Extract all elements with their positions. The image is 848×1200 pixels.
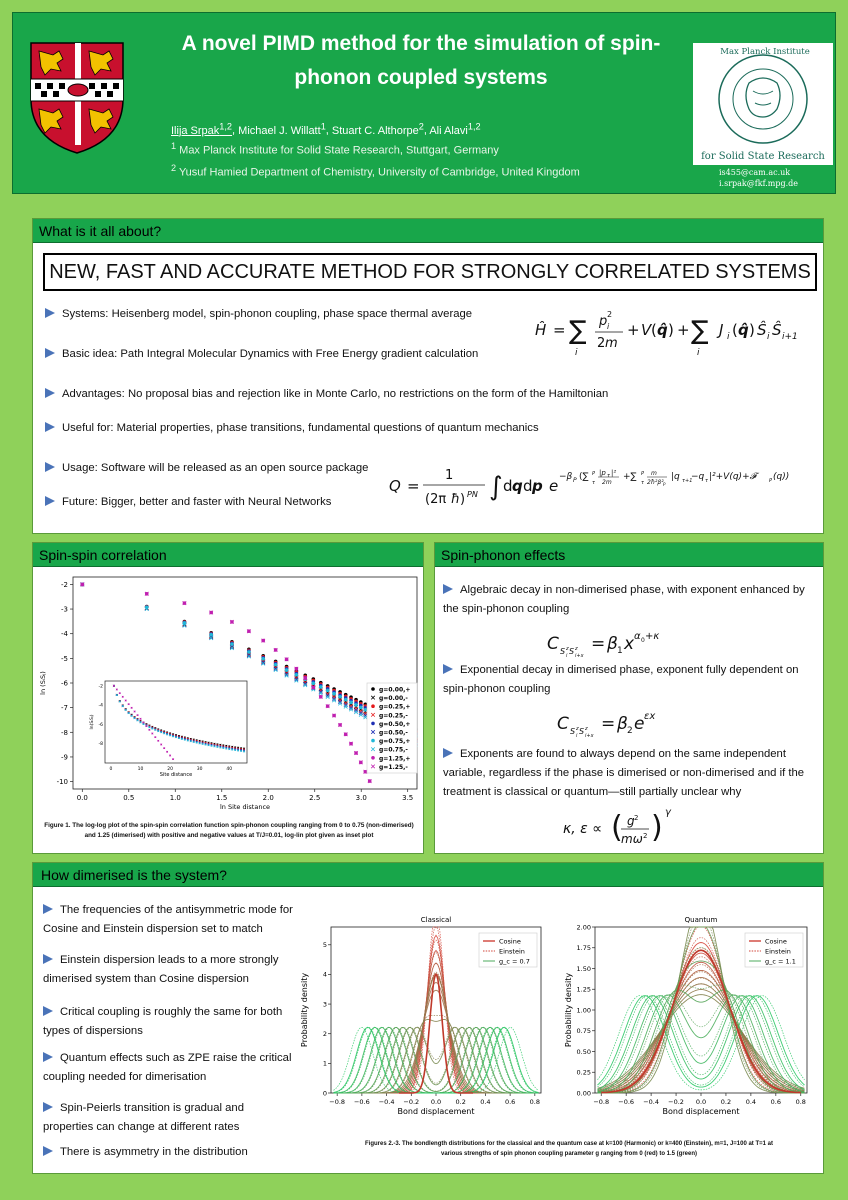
- x-axis-label: Bond displacement: [397, 1107, 475, 1116]
- spin-spin-chart: [35, 571, 423, 817]
- data-point: [359, 706, 363, 710]
- svg-text:P: P: [663, 482, 666, 487]
- bullet-arrow-icon: [43, 954, 53, 964]
- svg-text:γ: γ: [665, 807, 671, 818]
- y-tick-label: 1.75: [576, 944, 591, 953]
- y-tick-label: 0.25: [576, 1068, 591, 1077]
- inset-y-tick-label: -4: [98, 703, 103, 709]
- about-panel: [32, 218, 824, 534]
- data-point: [209, 633, 213, 637]
- svg-text:): ): [749, 321, 755, 339]
- svg-text:(∑: (∑: [579, 472, 589, 482]
- svg-text:P: P: [592, 471, 596, 477]
- legend-label: g=0.00,-: [379, 695, 408, 703]
- svg-text:2: 2: [597, 336, 606, 351]
- author-4: Ali Alavi$^{1,2}$: [429, 121, 481, 137]
- x-tick-label: −0.2: [668, 1098, 684, 1106]
- x-tick-label: 0.6: [770, 1098, 781, 1106]
- data-point: [371, 722, 375, 726]
- svg-text:β: β: [617, 714, 628, 734]
- y-tick-label: -3: [61, 605, 68, 614]
- legend-label: g_c = 1.1: [765, 957, 796, 966]
- y-tick-label: 0.75: [576, 1027, 591, 1036]
- data-point: [371, 687, 375, 691]
- spin-phonon-bullet-2: Exponential decay in dimerised phase, exponent fully dependent on spin-phonon coupling: [443, 664, 799, 695]
- x-tick-label: 1.0: [169, 794, 181, 802]
- svg-text:m: m: [605, 336, 618, 351]
- svg-text:(: (: [732, 321, 738, 339]
- dimer-bullet-3: Critical coupling is roughly the same for both types of dispersions: [43, 1006, 283, 1037]
- svg-text:e: e: [549, 477, 559, 495]
- svg-text:m: m: [651, 470, 657, 477]
- bullet-arrow-icon: [43, 1146, 53, 1156]
- svg-text:x: x: [624, 634, 635, 654]
- spin-spin-caption-line1: Figure 1. The log-log plot of the spin-spin correlation function spin-phonon coupling ranging from 0 to 0.75 (non-dimerised): [44, 822, 414, 829]
- x-tick-label: 3.5: [402, 794, 414, 802]
- bullet-arrow-icon: [45, 308, 55, 318]
- cambridge-crest-icon: [27, 39, 127, 157]
- svg-text:z: z: [566, 646, 569, 652]
- data-point: [247, 650, 251, 654]
- legend-marker: [371, 704, 375, 708]
- author-list: Ilija Srpak$^{1,2}$, Michael J. Willatt$^1$, Stuart C. Althorpe$^2$, Ali Alavi$^{1,2}$: [171, 121, 481, 137]
- about-bullet-1: Systems: Heisenberg model, spin-phonon coupling, phase space thermal average: [45, 305, 472, 324]
- affiliation-2: $^2$ Yusuf Hamied Department of Chemistry, University of Cambridge, United Kingdom: [171, 163, 580, 179]
- dimer-bullet-4: Quantum effects such as ZPE raise the critical coupling needed for dimerisation: [43, 1052, 292, 1083]
- x-tick-label: 0.4: [480, 1098, 491, 1106]
- legend-marker: [371, 722, 375, 726]
- y-tick-label: -4: [61, 630, 68, 639]
- dimer-caption: [319, 1139, 819, 1159]
- svg-text:Ŝ: Ŝ: [772, 321, 782, 339]
- inset-y-tick-label: -6: [98, 722, 103, 728]
- svg-text:=: =: [601, 714, 616, 734]
- data-point: [285, 668, 289, 672]
- data-point: [354, 703, 358, 707]
- legend-label: g=0.00,+: [379, 686, 411, 694]
- y-tick-label: 5: [322, 941, 327, 950]
- svg-text:ħ: ħ: [451, 492, 461, 507]
- svg-text:C: C: [557, 714, 569, 734]
- svg-text:p: p: [532, 477, 543, 495]
- svg-text:): ): [668, 321, 674, 339]
- inset-y-tick-label: -2: [98, 684, 103, 690]
- legend-label: Einstein: [765, 947, 791, 956]
- inset-x-tick-label: 40: [226, 767, 233, 772]
- svg-text:τ: τ: [607, 473, 611, 479]
- dimer-caption-line1: Figures 2.-3. The bondlength distributions for the classical and the quantum case at k=100 (Harmonic) or k=400 (Einstein), m=1, J=100 at T=1 at: [365, 1141, 773, 1147]
- bullet-arrow-icon: [45, 462, 55, 472]
- legend-label: g=0.50,+: [379, 720, 411, 728]
- svg-text:−q: −q: [691, 472, 705, 482]
- dimer-bullet-6: There is asymmetry in the distribution: [43, 1143, 313, 1162]
- data-point: [274, 663, 278, 667]
- chart-title: Classical: [420, 916, 452, 924]
- x-tick-label: −0.2: [403, 1098, 420, 1106]
- bullet-arrow-icon: [443, 584, 453, 594]
- spin-spin-caption: [41, 821, 417, 841]
- svg-text:Ĥ: Ĥ: [535, 321, 547, 339]
- svg-text:=: =: [553, 321, 566, 339]
- about-bullet-3: Advantages: No proposal bias and rejection like in Monte Carlo, no restrictions on the form of the Hamiltonian: [45, 385, 608, 404]
- legend-label: Cosine: [499, 937, 521, 946]
- inset-frame: [105, 681, 247, 763]
- y-tick-label: 1.25: [576, 985, 591, 994]
- y-tick-label: -5: [61, 654, 68, 663]
- bullet-arrow-icon: [45, 496, 55, 506]
- svg-text:2: 2: [607, 310, 613, 319]
- legend-label: g=0.50,-: [379, 729, 408, 737]
- poster-title: A novel PIMD method for the simulation of spin-phonon coupled systems: [181, 32, 661, 89]
- svg-text:1: 1: [445, 468, 454, 483]
- data-point: [326, 689, 330, 693]
- x-tick-label: −0.6: [353, 1098, 370, 1106]
- svg-text:(2π: (2π: [425, 492, 447, 507]
- svg-text:|q: |q: [671, 472, 680, 482]
- svg-text:i: i: [607, 322, 610, 331]
- data-point: [344, 698, 348, 702]
- chart-title: Quantum: [684, 916, 718, 924]
- legend-label: g=0.75,-: [379, 746, 408, 754]
- x-axis-label: Bond displacement: [662, 1107, 740, 1116]
- svg-text:=: =: [591, 634, 606, 654]
- data-point: [295, 673, 299, 677]
- svg-text:0: 0: [641, 637, 645, 644]
- dimer-bullet-1: The frequencies of the antisymmetric mode for Cosine and Einstein dispersion set to match: [43, 904, 293, 935]
- svg-text:P: P: [641, 471, 645, 477]
- x-tick-label: 2.0: [262, 794, 274, 802]
- mpi-logo-text: Max Planck Institute: [720, 47, 810, 57]
- legend-marker: [371, 756, 375, 760]
- y-axis-label: ln (SᵢSⱼ): [39, 671, 47, 695]
- legend-label: g=1.25,-: [379, 763, 408, 771]
- x-tick-label: −0.8: [593, 1098, 610, 1106]
- hamiltonian-equation: [529, 299, 819, 359]
- svg-text:P: P: [769, 478, 773, 484]
- svg-text:PN: PN: [467, 490, 478, 499]
- svg-text:(: (: [651, 321, 657, 339]
- bullet-arrow-icon: [43, 1052, 53, 1062]
- legend-marker: [371, 739, 375, 743]
- svg-text:J: J: [719, 321, 724, 339]
- svg-text:q̂: q̂: [738, 321, 749, 339]
- email-mpi[interactable]: i.srpak@fkf.mpg.de: [719, 179, 799, 188]
- y-tick-label: 1: [322, 1059, 327, 1068]
- legend-label: g=0.25,+: [379, 703, 411, 711]
- spin-spin-panel: [32, 542, 424, 854]
- y-tick-label: 0: [322, 1089, 327, 1098]
- svg-text:=: =: [407, 477, 420, 495]
- svg-text:Ŝ: Ŝ: [757, 321, 767, 339]
- inset-x-tick-label: 0: [109, 767, 113, 772]
- author-2: Michael J. Willatt$^1$: [238, 121, 326, 137]
- spin-phonon-panel: [434, 542, 824, 854]
- y-tick-label: -8: [61, 728, 68, 737]
- svg-text:τ: τ: [641, 480, 645, 486]
- author-3: Stuart C. Althorpe$^2$: [331, 121, 424, 137]
- svg-text:τ: τ: [705, 478, 709, 484]
- legend-marker: [371, 687, 375, 691]
- bullet-arrow-icon: [443, 664, 453, 674]
- data-point: [371, 756, 375, 760]
- data-point: [332, 692, 336, 696]
- data-point: [261, 657, 265, 661]
- svg-text:P: P: [573, 477, 577, 484]
- partition-function-equation: [385, 455, 821, 517]
- svg-text:∑: ∑: [569, 316, 587, 346]
- x-tick-label: 0.0: [695, 1098, 707, 1106]
- spin-phonon-bullet-1: Algebraic decay in non-dimerised phase, with exponent enhanced by the spin-phonon coupling: [443, 584, 805, 615]
- x-tick-label: 0.8: [795, 1098, 806, 1106]
- svg-text:i+x: i+x: [575, 653, 584, 659]
- svg-text:(: (: [611, 810, 623, 845]
- about-bullet-5: Usage: Software will be released as an open source package: [45, 459, 368, 478]
- svg-text:2m: 2m: [602, 479, 612, 486]
- x-tick-label: 2.5: [309, 794, 321, 802]
- y-tick-label: 1.50: [576, 964, 591, 973]
- legend-label: g=0.75,+: [379, 738, 411, 746]
- y-tick-label: -10: [56, 778, 68, 787]
- x-tick-label: 0.0: [430, 1098, 442, 1106]
- inset-y-tick-label: -8: [98, 742, 103, 748]
- svg-text:+: +: [677, 321, 690, 339]
- exponent-scaling-equation: [561, 805, 681, 851]
- legend-label: g_c = 0.7: [499, 957, 530, 966]
- svg-text:2ħ²β²: 2ħ²β²: [647, 479, 664, 486]
- quantum-distribution-chart: [553, 913, 819, 1127]
- legend-label: g=0.25,-: [379, 712, 408, 720]
- author-1: Ilija Srpak$^{1,2}$: [171, 121, 233, 137]
- svg-text:τ+1: τ+1: [682, 478, 693, 484]
- x-tick-label: 0.4: [745, 1098, 757, 1106]
- svg-text:i: i: [727, 332, 730, 342]
- about-bullet-2: Basic idea: Path Integral Molecular Dynamics with Free Energy gradient calculation: [45, 345, 478, 364]
- svg-text:+κ: +κ: [645, 631, 660, 642]
- svg-text:2: 2: [643, 832, 648, 840]
- spin-spin-caption-line2: and 1.25 (dimerised) with positive and negative values at T/J=0.01, log-lin plot given as inset plot: [84, 832, 374, 839]
- y-tick-label: -7: [61, 704, 68, 713]
- svg-text:S: S: [560, 647, 566, 656]
- x-axis-label: ln Site distance: [219, 803, 271, 811]
- poster-header: [12, 12, 836, 194]
- bullet-arrow-icon: [45, 388, 55, 398]
- svg-text:z: z: [585, 726, 588, 732]
- data-point: [371, 739, 375, 743]
- svg-text:1: 1: [617, 646, 623, 656]
- dimerisation-panel: [32, 862, 824, 1174]
- data-point: [312, 681, 316, 685]
- x-tick-label: 0.2: [720, 1098, 732, 1106]
- x-tick-label: 3.0: [355, 794, 367, 802]
- svg-text:τ: τ: [592, 480, 596, 486]
- y-tick-label: 1.00: [576, 1006, 591, 1015]
- svg-text:α: α: [634, 631, 641, 642]
- svg-text:i: i: [566, 653, 568, 659]
- x-tick-label: −0.4: [643, 1098, 660, 1106]
- about-bullet-6: Future: Bigger, better and faster with Neural Networks: [45, 493, 331, 512]
- mpi-logo: [693, 43, 833, 165]
- bullet-arrow-icon: [45, 348, 55, 358]
- inset-x-axis-label: Site distance: [159, 772, 193, 778]
- x-tick-label: 0.2: [455, 1098, 466, 1106]
- y-tick-label: 4: [322, 970, 327, 979]
- contact-emails: [719, 167, 798, 189]
- x-tick-label: 0.6: [504, 1098, 516, 1106]
- about-bullet-4: Useful for: Material properties, phase transitions, fundamental questions of quantum mechanics: [45, 419, 539, 438]
- x-tick-label: −0.8: [329, 1098, 346, 1106]
- svg-text:): ): [460, 492, 466, 507]
- bullet-arrow-icon: [43, 1006, 53, 1016]
- classical-distribution-chart: [297, 913, 553, 1127]
- svg-text:|²: |²: [611, 469, 617, 477]
- svg-text:V: V: [641, 321, 652, 339]
- svg-text:i: i: [697, 348, 700, 358]
- bullet-arrow-icon: [45, 422, 55, 432]
- svg-text:κ, ε ∝: κ, ε ∝: [563, 821, 603, 837]
- svg-text:+∑: +∑: [623, 472, 637, 482]
- y-tick-label: -9: [61, 753, 68, 762]
- svg-text:S: S: [570, 727, 576, 736]
- svg-text:|²+V(q)+𝓕: |²+V(q)+𝓕: [709, 472, 757, 482]
- about-banner: NEW, FAST AND ACCURATE METHOD FOR STRONGLY CORRELATED SYSTEMS: [43, 253, 817, 291]
- dimerisation-heading: How dimerised is the system?: [33, 863, 823, 887]
- svg-text:∫: ∫: [489, 472, 503, 502]
- y-tick-label: 0.50: [576, 1047, 591, 1056]
- svg-text:|p: |p: [599, 469, 606, 477]
- spin-phonon-bullet-3: Exponents are found to always depend on the same independent variable, regardless if the phase is dimerised or non-dimerised and if the treatment is classical or quantum—still partially unclear why: [443, 748, 805, 798]
- svg-text:i: i: [576, 733, 578, 739]
- exponential-decay-equation: [555, 703, 735, 739]
- data-point: [230, 642, 234, 646]
- legend-label: Einstein: [499, 947, 525, 956]
- svg-text:+: +: [627, 321, 640, 339]
- svg-text:d: d: [503, 477, 513, 495]
- svg-text:Q: Q: [389, 477, 401, 495]
- svg-text:εx: εx: [644, 711, 656, 722]
- svg-text:e: e: [634, 714, 645, 734]
- x-tick-label: 0.0: [76, 794, 88, 802]
- svg-text:(q)): (q)): [773, 472, 790, 482]
- mpi-logo-subtext: for Solid State Research: [701, 151, 825, 162]
- y-tick-label: 3: [322, 1000, 327, 1009]
- svg-text:∑: ∑: [691, 316, 709, 346]
- data-point: [349, 701, 353, 705]
- y-axis-label: Probability density: [564, 972, 573, 1048]
- svg-text:i+x: i+x: [585, 733, 594, 739]
- inset-x-tick-label: 10: [137, 767, 144, 772]
- inset-y-axis-label: ln(SᵢSⱼ): [90, 714, 95, 730]
- svg-text:C: C: [547, 634, 559, 654]
- x-tick-label: 0.5: [123, 794, 135, 802]
- data-point: [338, 695, 342, 699]
- x-tick-label: 1.5: [216, 794, 228, 802]
- data-point: [319, 685, 323, 689]
- dimer-bullet-2: Einstein dispersion leads to a more strongly dimerised system than Cosine dispersion: [43, 954, 279, 985]
- email-cambridge[interactable]: is455@cam.ac.uk: [719, 168, 791, 177]
- data-point: [371, 704, 375, 708]
- svg-text:β: β: [607, 634, 618, 654]
- y-tick-label: 2.00: [576, 923, 591, 932]
- dimer-bullet-5: Spin-Peierls transition is gradual and properties can change at different rates: [43, 1102, 244, 1133]
- y-axis-label: Probability density: [300, 972, 309, 1048]
- bullet-arrow-icon: [43, 1102, 53, 1112]
- svg-text:q: q: [512, 477, 523, 495]
- about-heading: What is it all about?: [33, 219, 823, 243]
- bullet-arrow-icon: [43, 904, 53, 914]
- svg-text:z: z: [575, 646, 578, 652]
- x-tick-label: −0.6: [618, 1098, 635, 1106]
- svg-text:i: i: [575, 348, 578, 358]
- legend-label: Cosine: [765, 937, 787, 946]
- svg-text:d: d: [523, 477, 533, 495]
- inset-x-tick-label: 20: [167, 767, 173, 772]
- inset-x-tick-label: 30: [196, 767, 203, 772]
- dimer-caption-line2: various strengths of spin phonon coupling parameter g ranging from 0 (red) to 1.5 (green): [440, 1151, 698, 1157]
- svg-text:z: z: [576, 726, 579, 732]
- svg-text:i: i: [767, 332, 770, 342]
- y-tick-label: 2: [322, 1030, 327, 1039]
- spin-phonon-heading: Spin-phonon effects: [435, 543, 823, 567]
- legend-label: g=1.25,+: [379, 755, 411, 763]
- spin-spin-heading: Spin-spin correlation: [33, 543, 423, 567]
- affiliation-1: $^1$ Max Planck Institute for Solid State Research, Stuttgart, Germany: [171, 141, 499, 157]
- y-tick-label: 0.00: [576, 1089, 591, 1098]
- svg-text:−β: −β: [559, 472, 573, 482]
- svg-text:2: 2: [634, 814, 639, 822]
- x-tick-label: −0.4: [378, 1098, 395, 1106]
- svg-text:2: 2: [627, 726, 633, 736]
- svg-text:S: S: [579, 727, 585, 736]
- svg-text:mω: mω: [621, 832, 643, 846]
- x-tick-label: 0.8: [529, 1098, 540, 1106]
- svg-text:p: p: [599, 314, 608, 329]
- y-tick-label: -2: [61, 580, 68, 589]
- svg-text:S: S: [569, 647, 575, 656]
- algebraic-decay-equation: [545, 623, 735, 659]
- svg-text:i+1: i+1: [782, 332, 798, 342]
- svg-text:q̂: q̂: [657, 321, 668, 339]
- y-tick-label: -6: [61, 679, 68, 688]
- bullet-arrow-icon: [443, 748, 453, 758]
- data-point: [364, 708, 368, 712]
- svg-text:g: g: [627, 814, 635, 828]
- svg-text:): ): [651, 810, 663, 845]
